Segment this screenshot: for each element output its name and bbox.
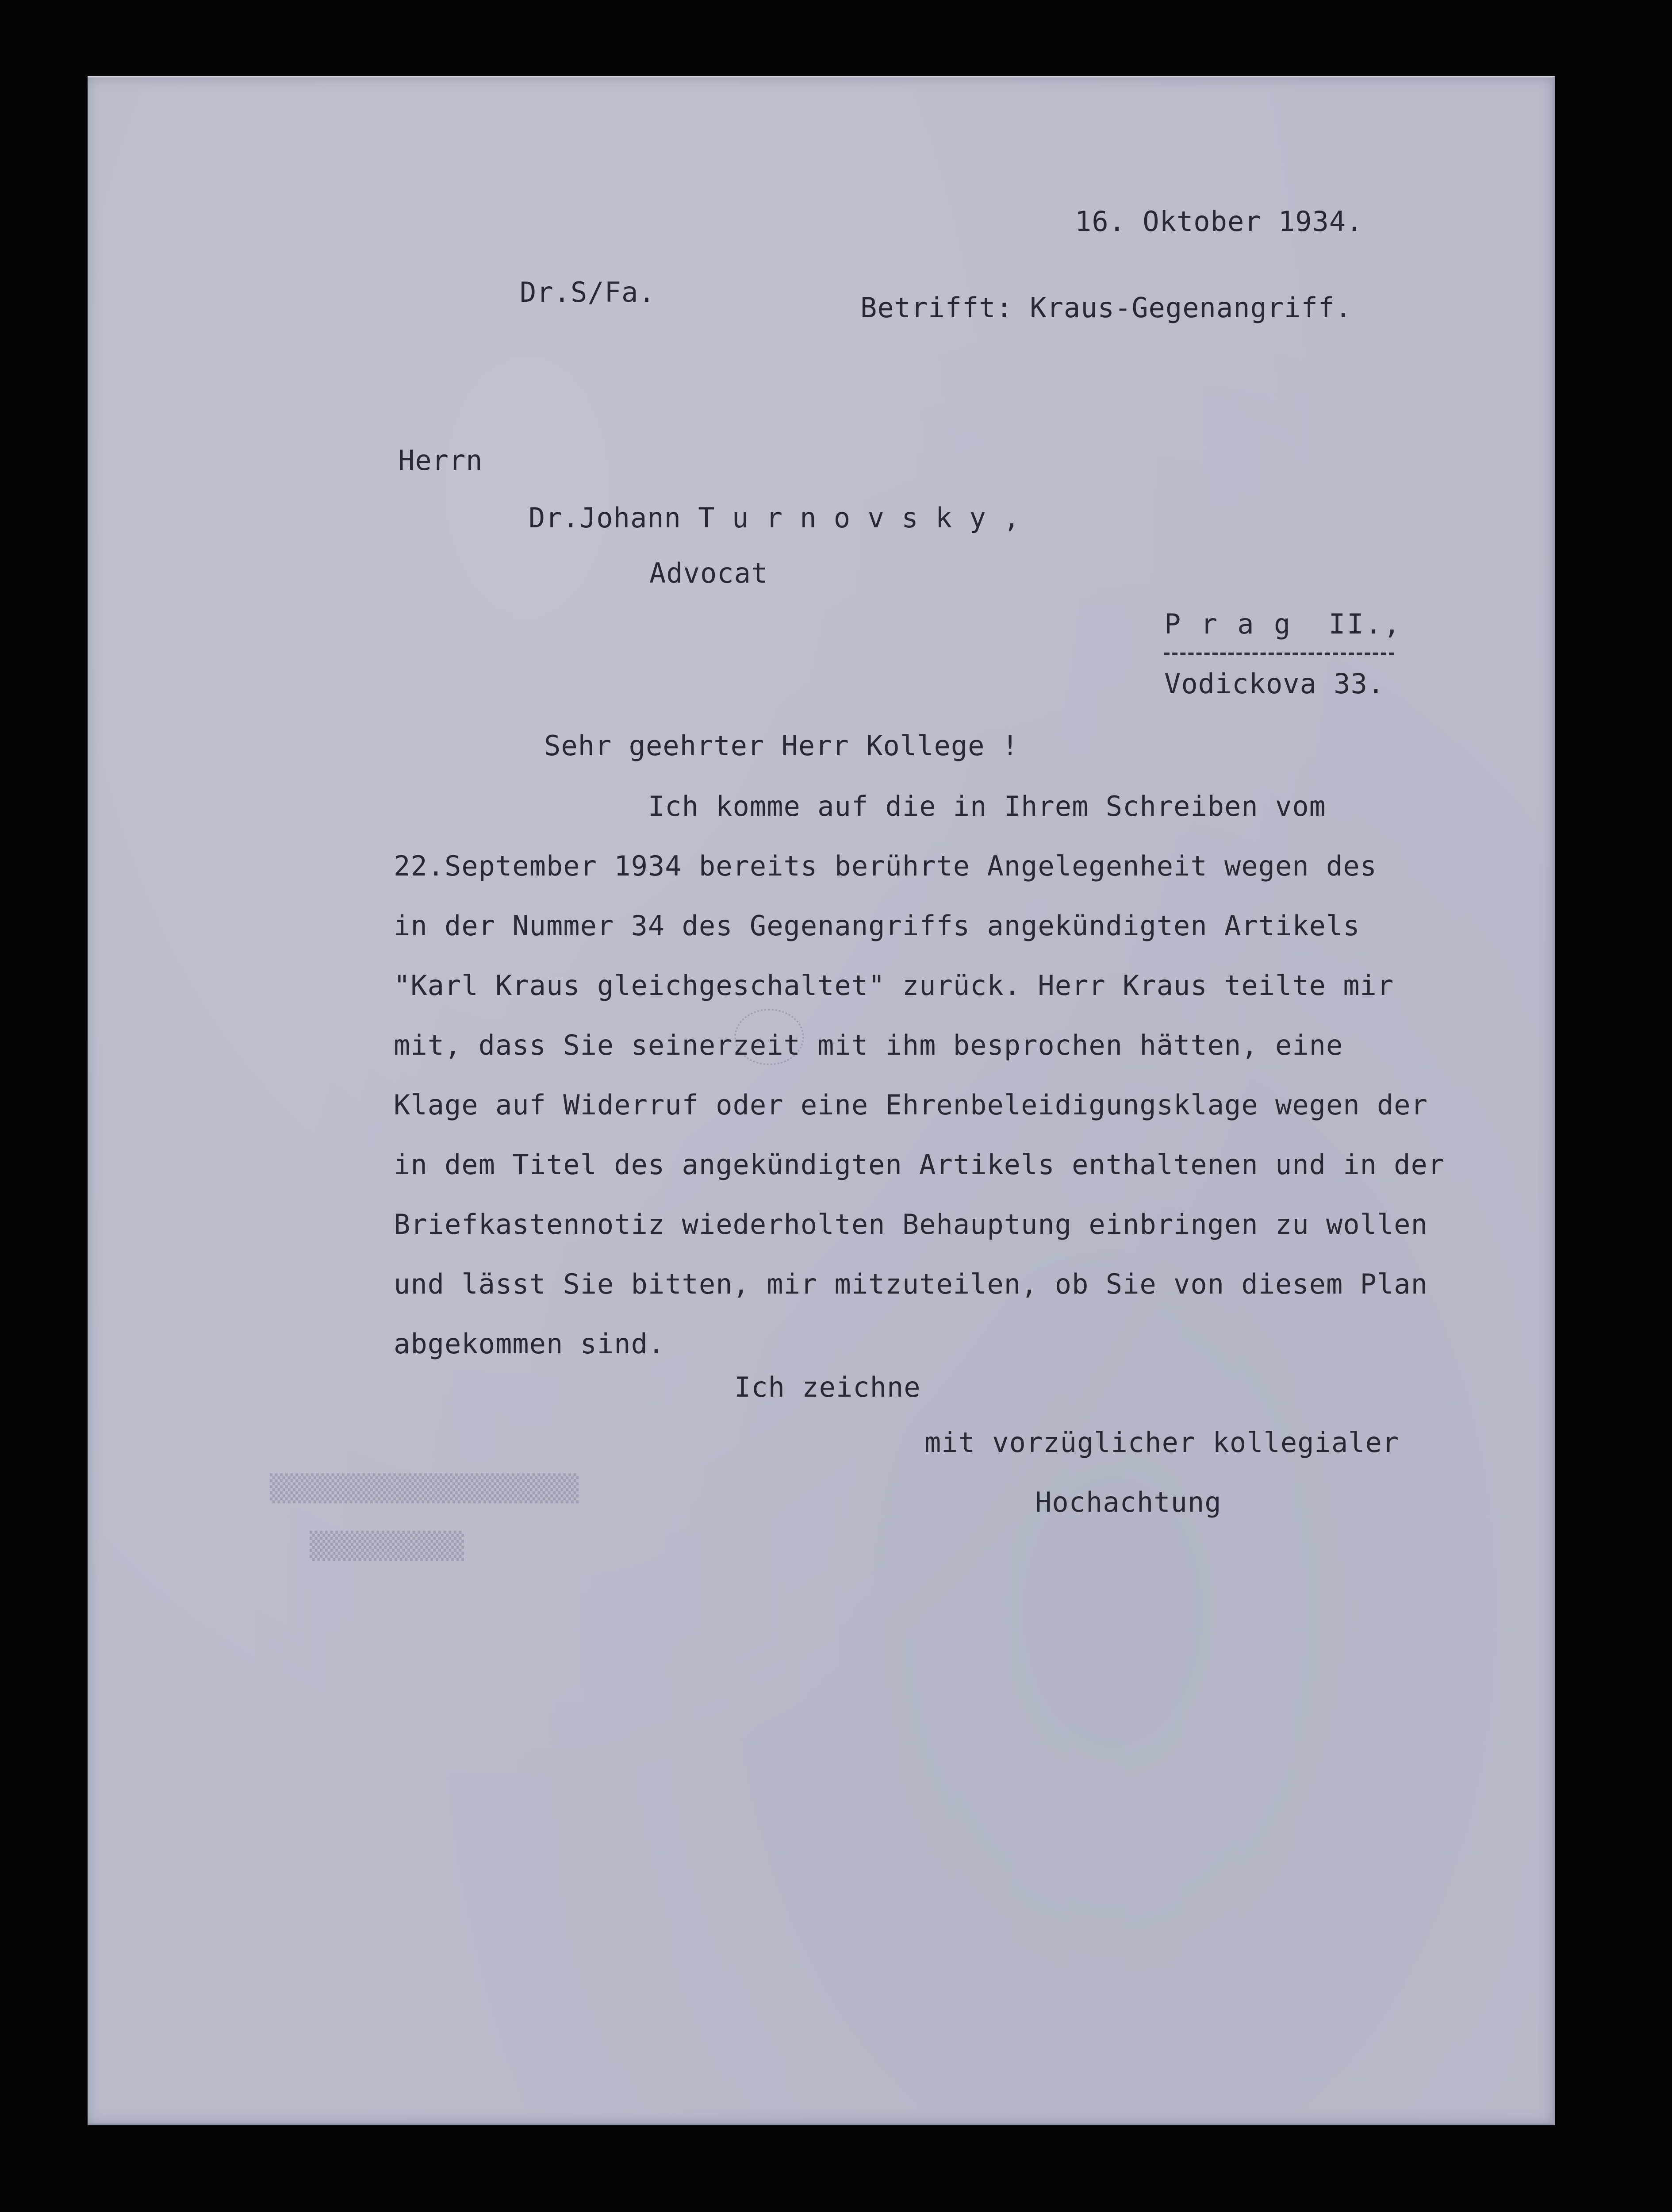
recipient-name: Dr.Johann T u r n o v s k y , [529, 502, 1020, 534]
show-through-text: ▒▒▒▒▒▒▒▒▒▒ [310, 1531, 464, 1561]
city-underline [1164, 653, 1394, 655]
closing-line-1: Ich zeichne [734, 1371, 921, 1403]
recipient-salutation-line: Herrn [398, 444, 483, 476]
letter-subject: Betrifft: Kraus-Gegenangriff. [860, 292, 1352, 324]
letter-greeting: Sehr geehrter Herr Kollege ! [544, 730, 1019, 762]
body-line: Briefkastennotiz wiederholten Behauptung einbringen zu wollen [394, 1208, 1428, 1240]
body-line: in der Nummer 34 des Gegenangriffs angekündigten Artikels [394, 910, 1360, 942]
recipient-street: Vodickova 33. [1164, 668, 1385, 700]
recipient-city: P r a g II., [1164, 608, 1402, 640]
body-line: 22.September 1934 bereits berührte Angelegenheit wegen des [394, 850, 1377, 882]
body-line: abgekommen sind. [394, 1328, 665, 1360]
closing-line-2: mit vorzüglicher kollegialer [924, 1426, 1400, 1459]
body-line: Ich komme auf die in Ihrem Schreiben vom [394, 790, 1326, 822]
letter-reference: Dr.S/Fa. [520, 276, 656, 308]
body-line: in dem Titel des angekündigten Artikels enthaltenen und in der [394, 1148, 1445, 1181]
show-through-text: ▒▒▒▒▒▒▒▒▒▒▒▒▒▒▒▒▒▒▒▒ [270, 1473, 579, 1503]
letter-body [394, 776, 1526, 1374]
body-line: mit, dass Sie seinerzeit mit ihm besprochen hätten, eine [394, 1029, 1343, 1061]
recipient-title: Advocat [649, 557, 768, 589]
body-line: Klage auf Widerruf oder eine Ehrenbeleidigungsklage wegen der [394, 1089, 1428, 1121]
body-line: und lässt Sie bitten, mir mitzuteilen, ob Sie von diesem Plan [394, 1268, 1428, 1300]
body-line: "Karl Kraus gleichgeschaltet" zurück. Herr Kraus teilte mir [394, 969, 1394, 1002]
letter-date: 16. Oktober 1934. [1075, 205, 1363, 238]
closing-line-3: Hochachtung [1035, 1486, 1222, 1518]
